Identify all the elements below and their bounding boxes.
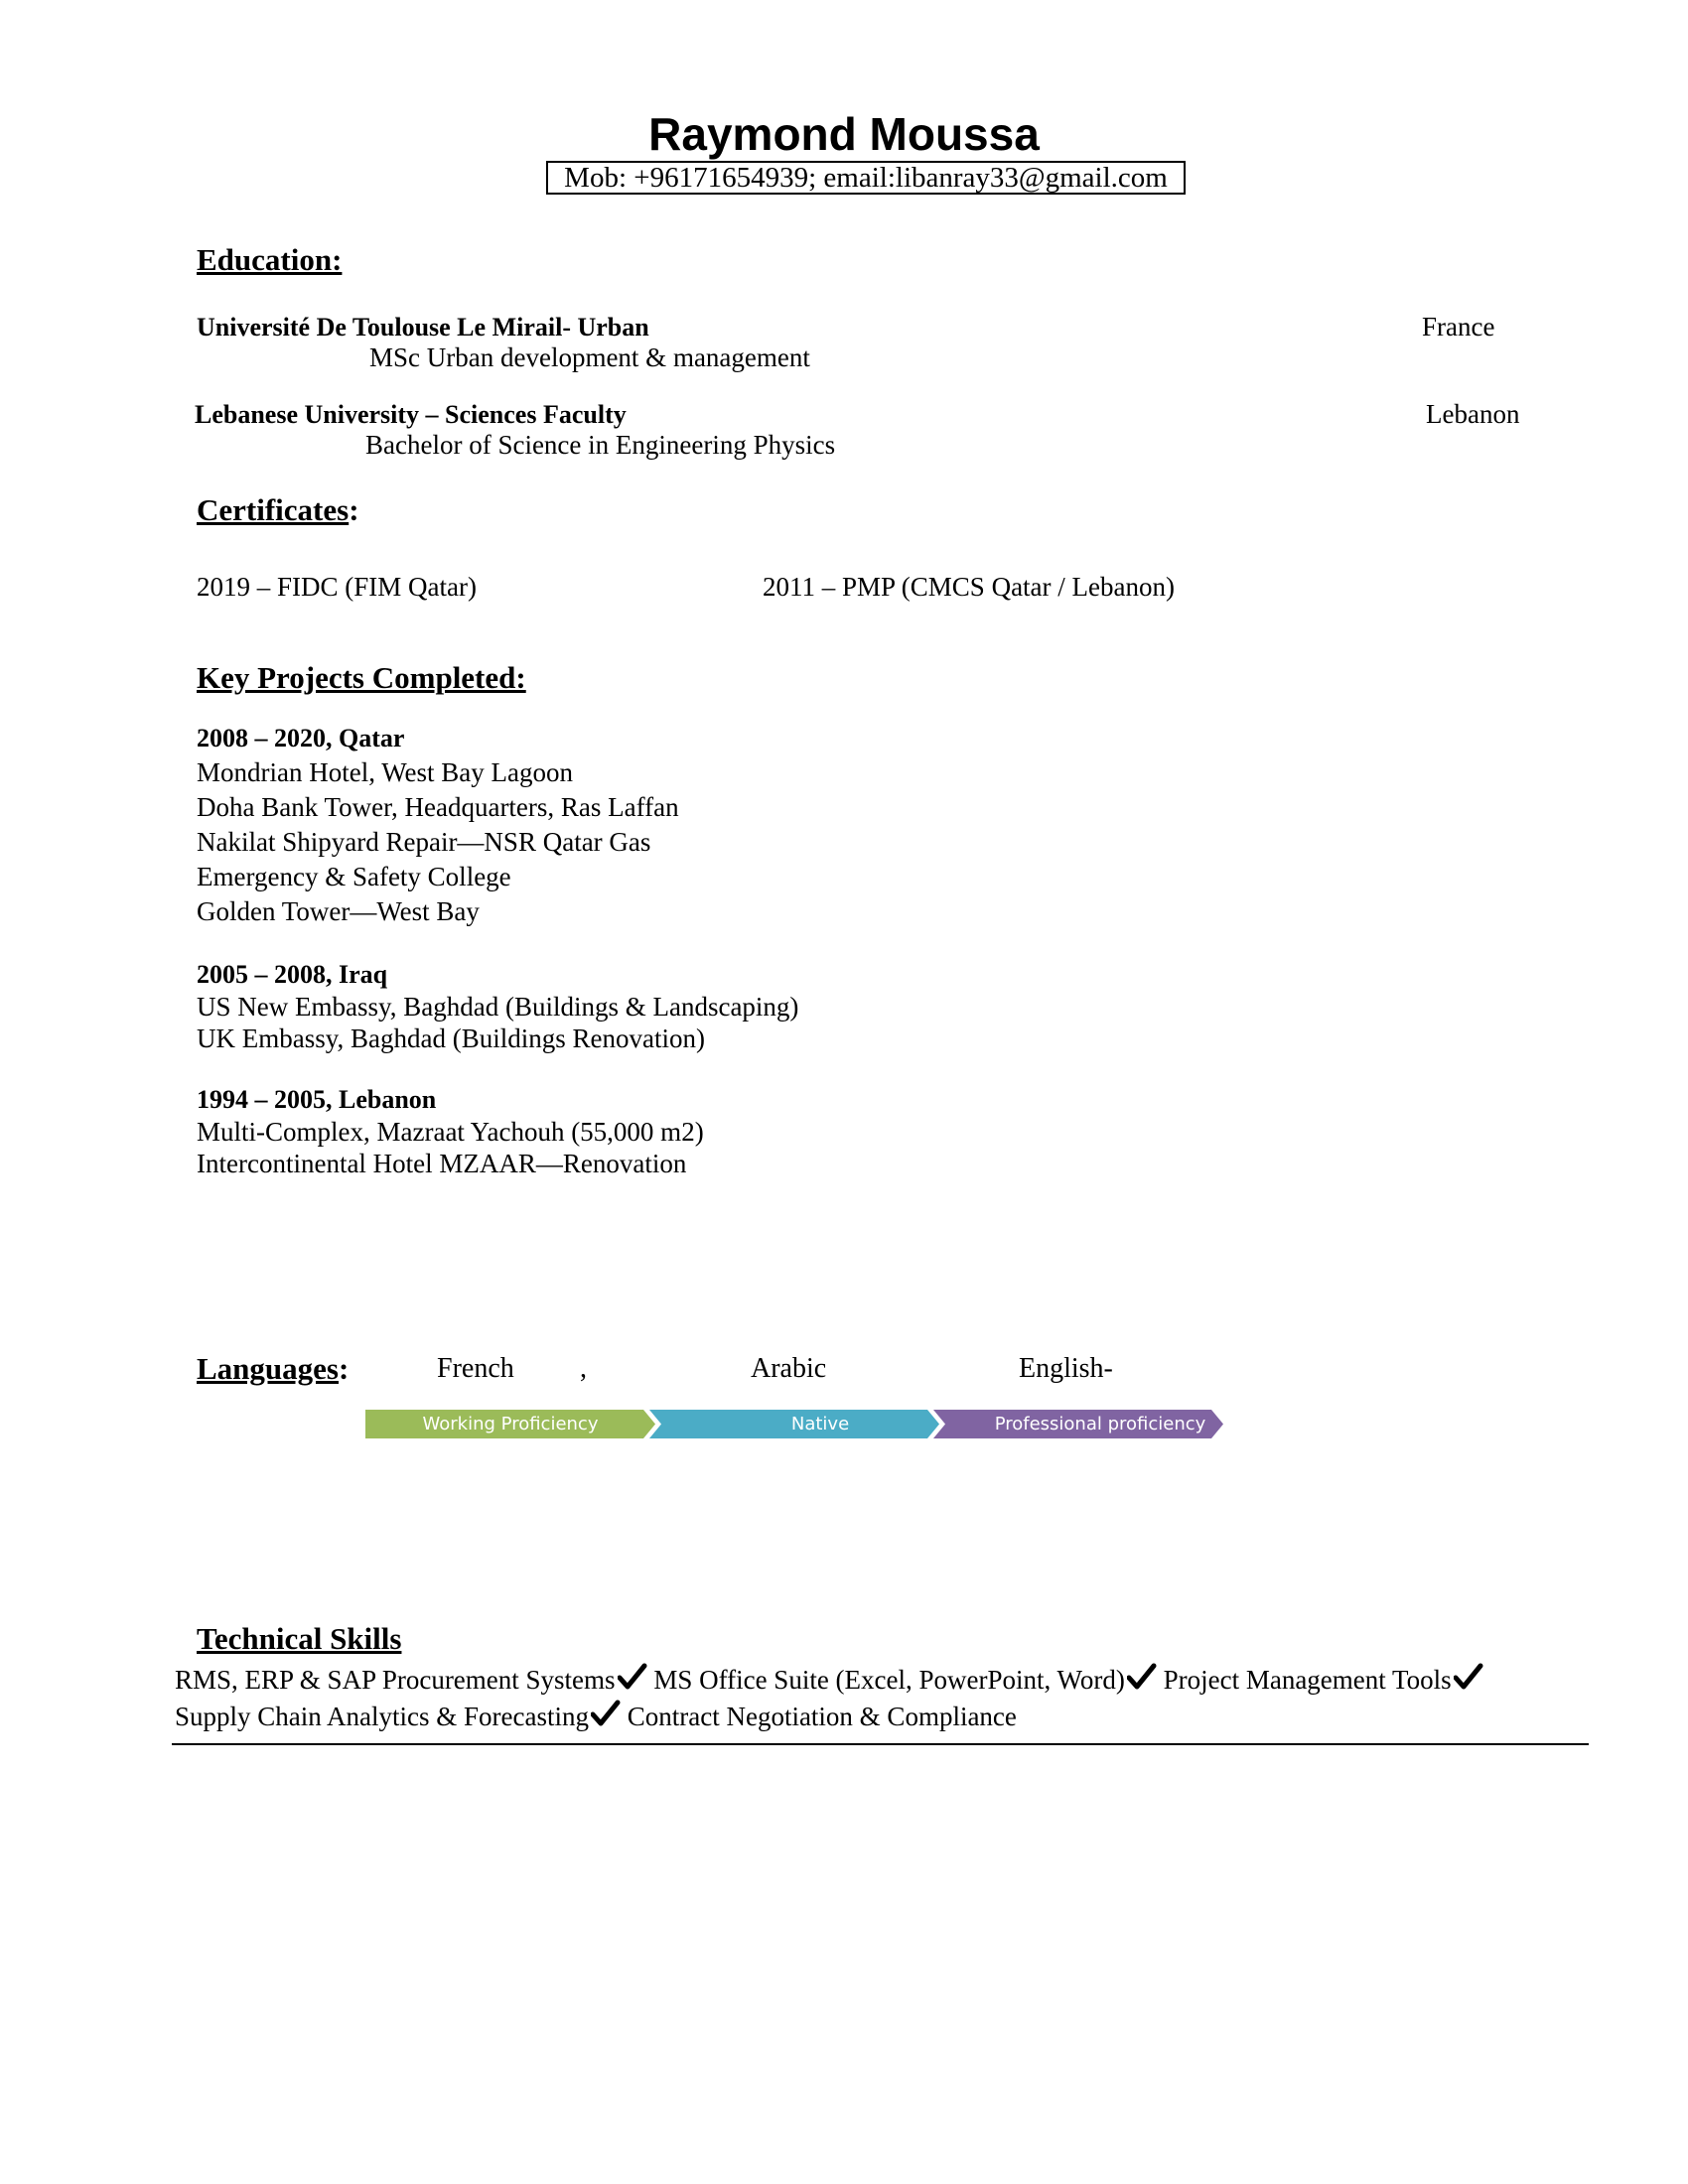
- check-icon: [618, 1663, 647, 1691]
- project-item: UK Embassy, Baghdad (Buildings Renovation): [197, 1024, 705, 1053]
- project-group-qatar: [197, 721, 679, 929]
- candidate-name: Raymond Moussa: [648, 108, 1040, 160]
- project-group-heading: 1994 – 2005, Lebanon: [197, 1085, 437, 1114]
- project-item: Doha Bank Tower, Headquarters, Ras Laffan: [197, 792, 679, 822]
- project-item: US New Embassy, Baghdad (Buildings & Landscaping): [197, 992, 799, 1022]
- languages-heading: [197, 1351, 349, 1387]
- language-arabic: Arabic: [751, 1353, 827, 1384]
- skill-item: Supply Chain Analytics & Forecasting: [175, 1702, 589, 1731]
- education-degree-1: MSc Urban development & management: [369, 342, 810, 372]
- project-item: Mondrian Hotel, West Bay Lagoon: [197, 757, 574, 787]
- project-item: Nakilat Shipyard Repair—NSR Qatar Gas: [197, 827, 651, 857]
- check-icon: [1454, 1663, 1483, 1691]
- project-group-heading: 2008 – 2020, Qatar: [197, 724, 405, 752]
- bottom-divider: [172, 1743, 1589, 1745]
- certificates-title: Certificates: [197, 492, 350, 527]
- proficiency-label-working: Working Proficiency: [422, 1414, 599, 1434]
- education-title: Education:: [197, 242, 343, 277]
- skill-item: Contract Negotiation & Compliance: [627, 1702, 1017, 1731]
- certificate-item-1: 2019 – FIDC (FIM Qatar): [197, 572, 477, 602]
- certificate-item-2: 2011 – PMP (CMCS Qatar / Lebanon): [763, 572, 1175, 602]
- education-institution-1: Université De Toulouse Le Mirail- Urban: [197, 313, 649, 341]
- project-group-heading: 2005 – 2008, Iraq: [197, 960, 388, 989]
- languages-title: Languages: [197, 1351, 339, 1386]
- education-degree-2: Bachelor of Science in Engineering Physics: [365, 430, 836, 460]
- education-institution-2: Lebanese University – Sciences Faculty: [195, 400, 627, 429]
- skill-item: Project Management Tools: [1163, 1665, 1452, 1695]
- project-item: Emergency & Safety College: [197, 862, 511, 891]
- certificates-heading: [197, 492, 359, 528]
- certificates-colon: :: [349, 492, 359, 527]
- skill-item: MS Office Suite (Excel, PowerPoint, Word): [653, 1665, 1125, 1695]
- education-country-1: France: [1422, 312, 1495, 341]
- check-icon: [1127, 1663, 1157, 1691]
- project-item: Golden Tower—West Bay: [197, 896, 480, 926]
- proficiency-arrow-chart: [365, 1410, 1279, 1443]
- project-group-iraq: [197, 959, 798, 1054]
- language-english: English-: [1019, 1353, 1113, 1384]
- project-group-lebanon: [197, 1084, 704, 1179]
- projects-title: Key Projects Completed:: [197, 660, 526, 695]
- proficiency-label-native: Native: [790, 1414, 850, 1434]
- skills-title: Technical Skills: [197, 1621, 402, 1656]
- skills-line-2: [175, 1700, 1017, 1732]
- contact-info: Mob: +96171654939; email:libanray33@gmail.com: [546, 161, 1186, 195]
- project-item: Multi-Complex, Mazraat Yachouh (55,000 m2): [197, 1117, 704, 1147]
- skill-item: RMS, ERP & SAP Procurement Systems: [175, 1665, 616, 1695]
- project-item: Intercontinental Hotel MZAAR—Renovation: [197, 1149, 687, 1178]
- language-french: French: [437, 1353, 514, 1384]
- proficiency-label-professional: Professional proficiency: [994, 1414, 1206, 1434]
- language-separator: ,: [580, 1353, 587, 1384]
- check-icon: [591, 1700, 621, 1727]
- skills-line-1: [175, 1663, 1483, 1696]
- education-country-2: Lebanon: [1426, 399, 1520, 429]
- languages-colon: :: [338, 1351, 350, 1386]
